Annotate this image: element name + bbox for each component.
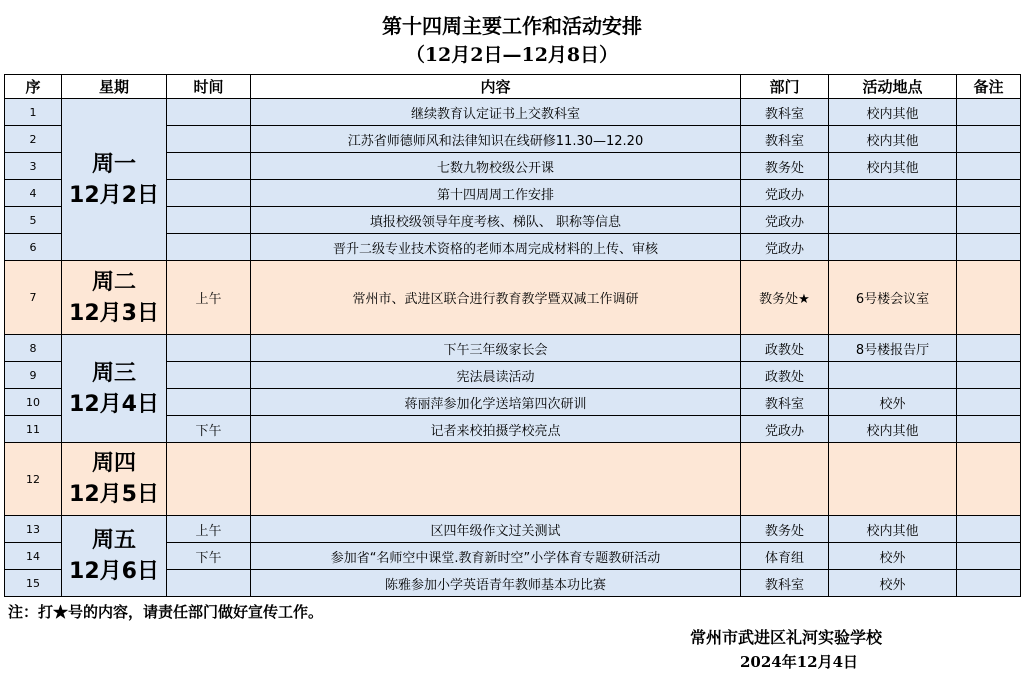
content-cell: 参加省“名师空中课堂.教育新时空”小学体育专题教研活动 — [251, 543, 741, 570]
date-label: 12月6日 — [69, 559, 159, 584]
weekday-label: 周三 — [91, 360, 136, 386]
place-cell: 校内其他 — [829, 99, 957, 126]
date-label: 12月5日 — [69, 482, 159, 507]
weekday-label: 周四 — [91, 451, 136, 476]
place-cell — [829, 180, 957, 207]
date-label: 12月2日 — [69, 182, 159, 208]
remark-cell — [957, 389, 1021, 416]
time-cell: 上午 — [167, 261, 251, 335]
remark-cell — [957, 416, 1021, 443]
header-dept: 部门 — [741, 75, 829, 99]
schedule-table — [4, 74, 1021, 597]
header-remark: 备注 — [957, 75, 1021, 99]
place-cell: 8号楼报告厅 — [829, 335, 957, 362]
time-cell — [167, 570, 251, 597]
seq-cell: 12 — [5, 443, 62, 516]
remark-cell — [957, 126, 1021, 153]
remark-cell — [957, 207, 1021, 234]
seq-cell: 6 — [5, 234, 62, 261]
remark-cell — [957, 234, 1021, 261]
content-cell: 继续教育认定证书上交教科室 — [251, 99, 741, 126]
remark-cell — [957, 180, 1021, 207]
day-cell-mon — [62, 99, 167, 261]
seq-cell: 14 — [5, 543, 62, 570]
time-cell — [167, 126, 251, 153]
dept-cell: 党政办 — [741, 234, 829, 261]
content-cell: 记者来校拍摄学校亮点 — [251, 416, 741, 443]
content-cell: 七数九物校级公开课 — [251, 153, 741, 180]
day-cell-fri — [62, 516, 167, 597]
header-place: 活动地点 — [829, 75, 957, 99]
seq-cell: 4 — [5, 180, 62, 207]
seq-cell: 10 — [5, 389, 62, 416]
place-cell — [829, 362, 957, 389]
weekday-label: 周一 — [91, 151, 136, 177]
content-cell: 陈雅参加小学英语青年教师基本功比赛 — [251, 570, 741, 597]
content-cell: 第十四周周工作安排 — [251, 180, 741, 207]
dept-cell: 党政办 — [741, 416, 829, 443]
table-row — [5, 516, 1021, 543]
time-cell: 下午 — [167, 543, 251, 570]
seq-cell: 11 — [5, 416, 62, 443]
remark-cell — [957, 570, 1021, 597]
dept-cell — [741, 443, 829, 516]
place-cell: 校内其他 — [829, 516, 957, 543]
place-cell: 校内其他 — [829, 416, 957, 443]
remark-cell — [957, 99, 1021, 126]
dept-cell: 教科室 — [741, 570, 829, 597]
seq-cell: 5 — [5, 207, 62, 234]
day-cell-thu — [62, 443, 167, 516]
time-cell: 上午 — [167, 516, 251, 543]
seq-cell: 3 — [5, 153, 62, 180]
seq-cell: 15 — [5, 570, 62, 597]
date-label: 12月3日 — [69, 300, 159, 326]
remark-cell — [957, 362, 1021, 389]
weekday-label: 周五 — [91, 528, 136, 553]
seq-cell: 2 — [5, 126, 62, 153]
remark-cell — [957, 261, 1021, 335]
dept-cell: 党政办 — [741, 207, 829, 234]
place-cell: 校外 — [829, 543, 957, 570]
time-cell — [167, 180, 251, 207]
date-label: 12月4日 — [69, 391, 159, 417]
school-name: 常州市武进区礼河实验学校 — [690, 628, 883, 647]
table-row — [5, 443, 1021, 516]
page-title: 第十四周主要工作和活动安排 — [382, 14, 642, 38]
issue-date: 2024年12月4日 — [740, 653, 859, 671]
time-cell — [167, 362, 251, 389]
day-cell-wed — [62, 335, 167, 443]
header-time: 时间 — [167, 75, 251, 99]
header-seq: 序 — [5, 75, 62, 99]
table-row — [5, 335, 1021, 362]
content-cell: 蒋丽萍参加化学送培第四次研训 — [251, 389, 741, 416]
seq-cell: 9 — [5, 362, 62, 389]
content-cell: 常州市、武进区联合进行教育教学暨双减工作调研 — [251, 261, 741, 335]
dept-cell: 教务处 — [741, 153, 829, 180]
table-row — [5, 261, 1021, 335]
table-row — [5, 99, 1021, 126]
place-cell: 校外 — [829, 389, 957, 416]
header-content: 内容 — [251, 75, 741, 99]
dept-cell: 教科室 — [741, 389, 829, 416]
remark-cell — [957, 335, 1021, 362]
header-row — [5, 75, 1021, 99]
seq-cell: 13 — [5, 516, 62, 543]
remark-cell — [957, 443, 1021, 516]
dept-cell: 体育组 — [741, 543, 829, 570]
time-cell — [167, 99, 251, 126]
remark-cell — [957, 516, 1021, 543]
dept-cell: 教科室 — [741, 126, 829, 153]
header-day: 星期 — [62, 75, 167, 99]
content-cell — [251, 443, 741, 516]
dept-cell: 教务处 — [741, 516, 829, 543]
dept-cell: 政教处 — [741, 362, 829, 389]
place-cell: 校外 — [829, 570, 957, 597]
content-cell: 填报校级领导年度考核、梯队、 职称等信息 — [251, 207, 741, 234]
remark-cell — [957, 543, 1021, 570]
time-cell: 下午 — [167, 416, 251, 443]
content-cell: 下午三年级家长会 — [251, 335, 741, 362]
footnote: 注：打★号的内容，请责任部门做好宣传工作。 — [8, 603, 324, 621]
content-cell: 宪法晨读活动 — [251, 362, 741, 389]
time-cell — [167, 443, 251, 516]
time-cell — [167, 389, 251, 416]
page-subtitle: （12月2日—12月8日） — [405, 44, 619, 66]
dept-cell: 教科室 — [741, 99, 829, 126]
time-cell — [167, 335, 251, 362]
weekday-label: 周二 — [91, 269, 136, 295]
time-cell — [167, 207, 251, 234]
dept-cell: 政教处 — [741, 335, 829, 362]
place-cell — [829, 207, 957, 234]
remark-cell — [957, 153, 1021, 180]
seq-cell: 8 — [5, 335, 62, 362]
time-cell — [167, 234, 251, 261]
content-cell: 江苏省师德师风和法律知识在线研修11.30—12.20 — [251, 126, 741, 153]
content-cell: 区四年级作文过关测试 — [251, 516, 741, 543]
day-cell-tue — [62, 261, 167, 335]
time-cell — [167, 153, 251, 180]
place-cell — [829, 234, 957, 261]
dept-cell: 党政办 — [741, 180, 829, 207]
seq-cell: 7 — [5, 261, 62, 335]
content-cell: 晋升二级专业技术资格的老师本周完成材料的上传、审核 — [251, 234, 741, 261]
place-cell: 校内其他 — [829, 153, 957, 180]
dept-cell: 教务处★ — [741, 261, 829, 335]
place-cell — [829, 443, 957, 516]
place-cell: 校内其他 — [829, 126, 957, 153]
seq-cell: 1 — [5, 99, 62, 126]
place-cell: 6号楼会议室 — [829, 261, 957, 335]
